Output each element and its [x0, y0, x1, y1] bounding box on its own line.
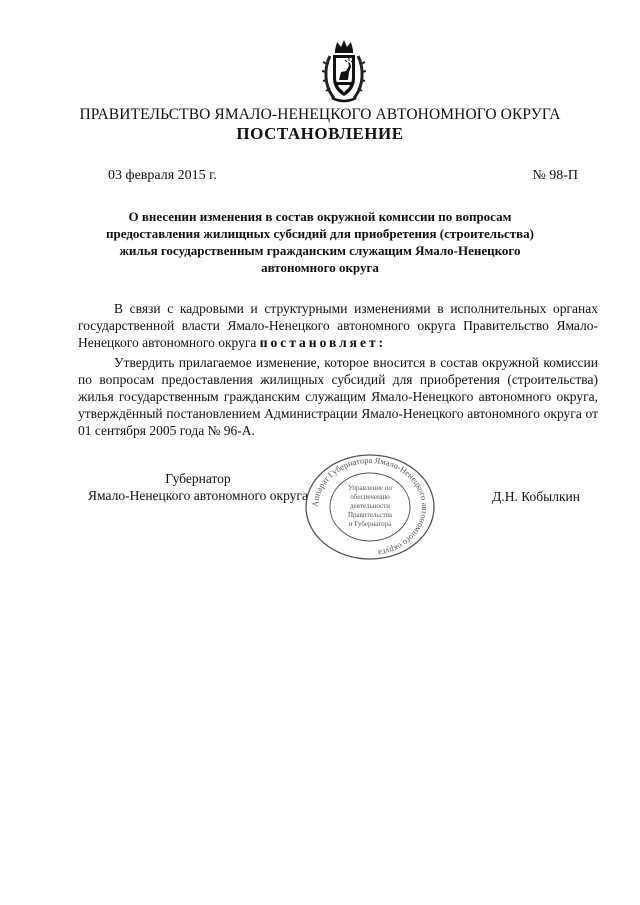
seal-line-1: Управление по: [347, 484, 393, 492]
document-subject: О внесении изменения в состав окружной комиссии по вопросам предоставления жилищных субсидий для приобретения (строительства) жилья государственным гражданским служащим Ямало-Ненецкого автономного округа: [106, 209, 534, 275]
signer-title-line1: Губернатор: [165, 471, 231, 486]
coat-of-arms-icon: [322, 38, 366, 104]
paragraph-approval: Утвердить прилагаемое изменение, которое вносится в состав окружной комиссии по вопросам предоставления жилищных субсидий для приобретения (строительства) жилья государственным гражданским служащим Ямало-Ненецкого автономного округа, утверждённый постановлением Администрации Ямало-Ненецкого автономного округа от 01 сентября 2005 года № 96-А.: [78, 355, 598, 438]
signer-title-line2: Ямало-Ненецкого автономного округа: [88, 488, 308, 503]
document-type: ПОСТАНОВЛЕНИЕ: [236, 124, 404, 143]
resolution-keyword: постановляет:: [259, 335, 387, 350]
document-date: 03 февраля 2015 г.: [108, 168, 217, 183]
seal-stamp-icon: [300, 452, 440, 562]
preamble-text: В связи с кадровыми и структурными изменениями в исполнительных органах государственной власти Ямало-Ненецкого автономного округа Правительство Ямало-Ненецкого автономного округа: [78, 301, 598, 350]
signer-title: [78, 470, 318, 504]
seal-ring-text: Аппарат Губернатора Ямало-Ненецкого автономного округа: [309, 454, 431, 559]
paragraph-preamble: [78, 300, 598, 351]
seal-line-3: деятельности: [349, 502, 391, 510]
seal-line-2: обеспечению: [350, 493, 390, 501]
document-number: № 98-П: [532, 168, 578, 183]
signer-name: Д.Н. Кобылкин: [492, 489, 580, 504]
seal-line-4: Правительства: [347, 511, 393, 519]
government-title: ПРАВИТЕЛЬСТВО ЯМАЛО-НЕНЕЦКОГО АВТОНОМНОГО ОКРУГА: [79, 106, 561, 123]
seal-line-5: и Губернатора: [348, 520, 392, 528]
